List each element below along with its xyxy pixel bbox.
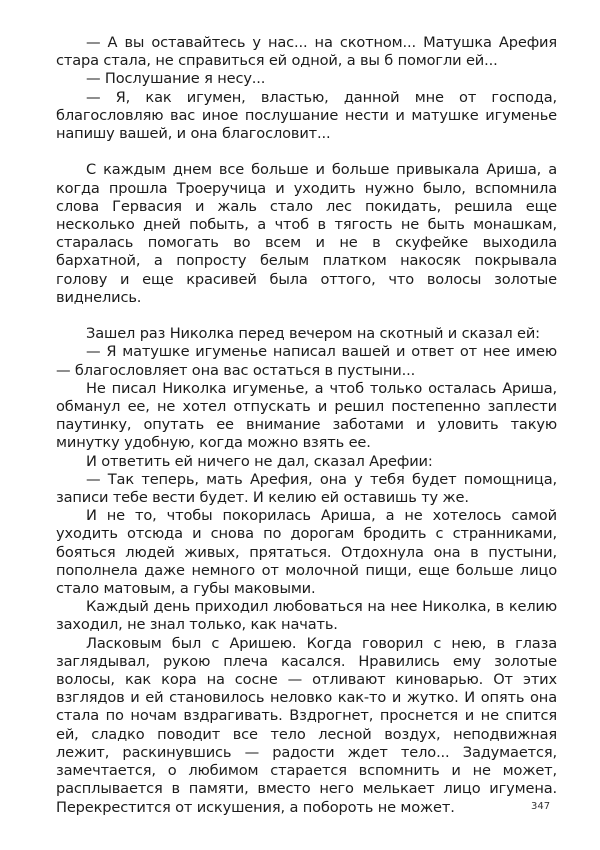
paragraph: — Я, как игумен, властью, данной мне от господа, благословляю вас иное послушание нести и матушке игуменье напишу вашей, и она благословит... bbox=[56, 88, 557, 143]
paragraph: Ласковым был с Аришею. Когда говорил с нею, в глаза заглядывал, рукою плеча касался. Нравились ему золотые волосы, как кора на сосне — отливают киноварью. От этих взглядов и ей становилось неловко как-то и жутко. И опять она стала по ночам вздрагивать. Вздрогнет, проснется и не спится ей, сладко поводит все тело лесной воздух, неподвижная лежит, раскинувшись — радости ждет тело... Задумается, замечтается, о любимом старается вспомнить и не может, расплывается в памяти, вместо него мелькает лицо игумена. Перекрестится от искушения, а побороть не может. bbox=[56, 634, 557, 816]
page-number: 347 bbox=[531, 801, 551, 812]
paragraph: И не то, чтобы покорилась Ариша, а не хотелось самой уходить отсюда и снова по дорогам бродить с странниками, бояться людей живых, прятаться. Отдохнула она в пустыни, пополнела даже немного от молочной пищи, еще больше лицо стало матовым, а губы маковыми. bbox=[56, 507, 557, 598]
paragraph: Зашел раз Николка перед вечером на скотный и сказал ей: bbox=[86, 325, 540, 343]
paragraph: И ответить ей ничего не дал, сказал Арефии: bbox=[86, 452, 433, 470]
paragraph: — А вы оставайтесь у нас... на скотном... Матушка Арефия стара стала, не справиться ей одной, а вы б помогли ей... bbox=[56, 34, 557, 70]
paragraph: — Так теперь, мать Арефия, она у тебя будет помощница, записи тебе вести будет. И келию ей оставишь ту же. bbox=[56, 470, 557, 507]
paragraph: Не писал Николка игуменье, а чтоб только осталась Ариша, обманул ее, не хотел отпускать и решил постепенно заплести паутинку, опутать ее внимание заботами и уловить такую минутку удобную, когда можно взять ее. bbox=[56, 379, 557, 452]
paragraph: С каждым днем все больше и больше привыкала Ариша, а когда прошла Троеручица и уходить нужно было, вспомнила слова Гервасия и жаль стало лес покидать, решила еще несколько дней побыть, а чтоб в тягость не быть монашкам, старалась помогать во всем и не в скуфейке выходила бархатной, а попросту белым платком накосяк покрывала голову и еще красивей была оттого, что волосы золотые виднелись. bbox=[56, 161, 557, 306]
page-body bbox=[56, 34, 557, 817]
paragraph: — Я матушке игуменье написал вашей и ответ от нее имею — благословляет она вас остаться в пустыни... bbox=[56, 343, 557, 379]
paragraph: Каждый день приходил любоваться на нее Николка, в келию заходил, не знал только, как начать. bbox=[56, 598, 557, 634]
paragraph: — Послушание я несу... bbox=[86, 70, 266, 88]
